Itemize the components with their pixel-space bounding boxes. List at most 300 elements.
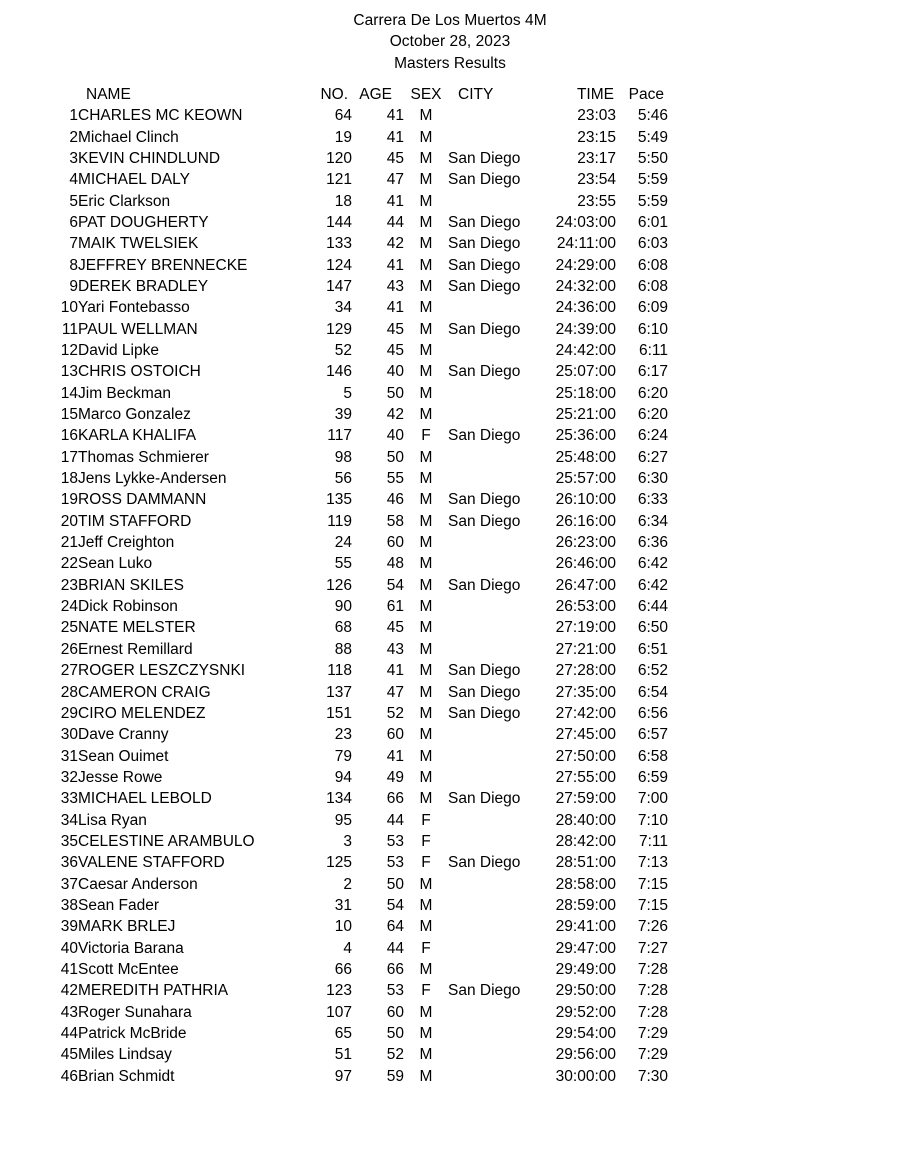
row-pace: 6:56 (637, 704, 668, 722)
row-pace: 6:20 (637, 406, 668, 424)
row-rank: 32 (60, 768, 78, 786)
row-time: 25:48:00 (555, 448, 616, 466)
table-row (48, 425, 668, 446)
row-bib-number: 107 (326, 1003, 352, 1021)
table-row (48, 596, 668, 617)
row-bib-number: 66 (334, 960, 352, 978)
row-city (448, 1002, 548, 1023)
table-row (48, 127, 668, 148)
row-age: 53 (386, 982, 404, 1000)
table-row (48, 639, 668, 660)
row-bib-number: 39 (334, 406, 352, 424)
row-bib-number: 4 (343, 939, 352, 957)
row-name: Jens Lykke-Andersen (78, 470, 227, 488)
row-bib-number: 97 (334, 1067, 352, 1085)
row-city (448, 383, 548, 404)
row-time: 25:18:00 (555, 384, 616, 402)
row-rank: 27 (60, 662, 78, 680)
table-row (48, 489, 668, 510)
row-pace: 5:59 (637, 192, 668, 210)
table-row (48, 1023, 668, 1044)
row-bib-number: 88 (334, 640, 352, 658)
row-rank: 7 (69, 235, 78, 253)
row-age: 45 (386, 619, 404, 637)
row-sex: F (421, 854, 431, 872)
document-header (0, 0, 900, 74)
row-rank: 40 (60, 939, 78, 957)
table-row (48, 297, 668, 318)
row-city: San Diego (448, 683, 521, 701)
row-time: 23:55 (577, 192, 616, 210)
row-city: San Diego (448, 576, 521, 594)
row-sex: M (419, 875, 433, 893)
row-pace: 5:46 (637, 107, 668, 125)
row-pace: 7:11 (638, 832, 668, 850)
row-time: 24:36:00 (555, 299, 616, 317)
row-sex: M (419, 534, 433, 552)
table-row (48, 682, 668, 703)
row-time: 30:00:00 (555, 1067, 616, 1085)
row-age: 53 (386, 832, 404, 850)
row-sex: M (419, 320, 433, 338)
column-header-sex: SEX (410, 85, 442, 103)
row-sex: M (419, 299, 433, 317)
row-city (448, 746, 548, 767)
row-name: ROGER LESZCZYSNKI (78, 662, 246, 680)
row-name: Roger Sunahara (78, 1003, 192, 1021)
row-pace: 6:42 (637, 555, 668, 573)
table-row (48, 1044, 668, 1065)
row-time: 25:57:00 (555, 470, 616, 488)
row-rank: 44 (60, 1025, 78, 1043)
table-row (48, 575, 668, 596)
row-rank: 36 (60, 854, 78, 872)
row-city (448, 895, 548, 916)
row-time: 24:29:00 (555, 256, 616, 274)
row-name: Lisa Ryan (78, 811, 147, 829)
row-age: 41 (386, 128, 404, 146)
column-header-no: NO. (320, 85, 348, 103)
row-sex: F (421, 982, 431, 1000)
row-age: 47 (386, 683, 404, 701)
row-age: 55 (386, 470, 404, 488)
row-time: 29:41:00 (555, 918, 616, 936)
row-time: 27:55:00 (555, 768, 616, 786)
table-row (48, 532, 668, 553)
row-rank: 43 (60, 1003, 78, 1021)
row-name: BRIAN SKILES (78, 576, 184, 594)
row-sex: M (419, 406, 433, 424)
row-sex: M (419, 470, 433, 488)
row-age: 52 (386, 1046, 404, 1064)
row-name: MARK BRLEJ (78, 918, 176, 936)
row-pace: 6:08 (637, 277, 668, 295)
column-header-age: AGE (359, 85, 392, 103)
row-sex: M (419, 726, 433, 744)
row-age: 45 (386, 149, 404, 167)
row-time: 29:47:00 (555, 939, 616, 957)
row-rank: 22 (60, 555, 78, 573)
row-time: 27:59:00 (555, 790, 616, 808)
row-rank: 9 (69, 277, 78, 295)
row-pace: 6:52 (637, 662, 668, 680)
row-time: 29:49:00 (555, 960, 616, 978)
row-age: 47 (386, 171, 404, 189)
table-row (48, 169, 668, 190)
row-city (448, 639, 548, 660)
row-rank: 20 (60, 512, 78, 530)
table-row (48, 212, 668, 233)
row-pace: 6:11 (638, 342, 668, 360)
row-city (448, 810, 548, 831)
table-row (48, 1002, 668, 1023)
row-pace: 7:00 (637, 790, 668, 808)
row-bib-number: 10 (334, 918, 352, 936)
row-bib-number: 5 (343, 384, 352, 402)
row-pace: 7:27 (637, 939, 668, 957)
row-name: KARLA KHALIFA (78, 427, 197, 445)
row-time: 27:50:00 (555, 747, 616, 765)
row-city (448, 553, 548, 574)
row-bib-number: 144 (326, 213, 352, 231)
row-rank: 34 (60, 811, 78, 829)
row-rank: 13 (60, 363, 78, 381)
row-time: 26:53:00 (555, 598, 616, 616)
row-name: Patrick McBride (78, 1025, 187, 1043)
table-row (48, 874, 668, 895)
row-pace: 6:01 (637, 213, 668, 231)
row-pace: 6:57 (637, 726, 668, 744)
row-age: 66 (386, 790, 404, 808)
column-header-pace: Pace (628, 85, 664, 103)
row-pace: 6:50 (637, 619, 668, 637)
row-pace: 7:30 (637, 1067, 668, 1085)
row-time: 26:16:00 (555, 512, 616, 530)
row-rank: 10 (60, 299, 78, 317)
row-time: 24:03:00 (555, 213, 616, 231)
row-sex: M (419, 512, 433, 530)
row-rank: 2 (69, 128, 78, 146)
row-city (448, 191, 548, 212)
row-pace: 6:30 (637, 470, 668, 488)
row-name: Scott McEntee (78, 960, 179, 978)
row-age: 41 (386, 256, 404, 274)
column-header-rank (48, 84, 78, 105)
row-sex: M (419, 960, 433, 978)
row-pace: 6:17 (637, 363, 668, 381)
row-age: 50 (386, 875, 404, 893)
row-rank: 28 (60, 683, 78, 701)
row-pace: 5:49 (637, 128, 668, 146)
row-sex: M (419, 598, 433, 616)
table-row (48, 404, 668, 425)
row-age: 60 (386, 534, 404, 552)
row-pace: 7:28 (637, 982, 668, 1000)
table-row (48, 255, 668, 276)
table-row (48, 468, 668, 489)
column-header-name: NAME (86, 85, 131, 103)
row-name: JEFFREY BRENNECKE (78, 256, 248, 274)
row-bib-number: 126 (326, 576, 352, 594)
row-bib-number: 133 (326, 235, 352, 253)
row-city (448, 596, 548, 617)
row-name: Jeff Creighton (78, 534, 175, 552)
table-row (48, 617, 668, 638)
row-sex: M (419, 1067, 433, 1085)
row-city: San Diego (448, 982, 521, 1000)
row-city (448, 1023, 548, 1044)
row-bib-number: 117 (327, 427, 352, 445)
row-bib-number: 23 (334, 726, 352, 744)
table-row (48, 852, 668, 873)
row-city (448, 959, 548, 980)
row-sex: M (419, 576, 433, 594)
column-header-city: CITY (458, 85, 494, 103)
row-rank: 46 (60, 1067, 78, 1085)
row-sex: M (419, 363, 433, 381)
row-name: TIM STAFFORD (78, 512, 192, 530)
row-pace: 6:24 (637, 427, 668, 445)
row-pace: 6:10 (637, 320, 668, 338)
row-age: 50 (386, 384, 404, 402)
row-pace: 6:33 (637, 491, 668, 509)
row-age: 40 (386, 427, 404, 445)
table-row (48, 233, 668, 254)
row-pace: 7:26 (637, 918, 668, 936)
row-sex: M (419, 790, 433, 808)
row-name: CELESTINE ARAMBULO (78, 832, 255, 850)
row-rank: 29 (60, 704, 78, 722)
row-bib-number: 134 (326, 790, 352, 808)
row-name: CIRO MELENDEZ (78, 704, 206, 722)
row-pace: 6:03 (637, 235, 668, 253)
row-bib-number: 64 (334, 107, 352, 125)
row-pace: 6:27 (637, 448, 668, 466)
row-rank: 23 (60, 576, 78, 594)
row-name: CHARLES MC KEOWN (78, 107, 243, 125)
row-time: 23:15 (577, 128, 616, 146)
row-bib-number: 125 (326, 854, 352, 872)
row-rank: 11 (61, 320, 78, 338)
row-time: 24:39:00 (555, 320, 616, 338)
row-city (448, 404, 548, 425)
row-name: PAUL WELLMAN (78, 320, 198, 338)
row-bib-number: 123 (326, 982, 352, 1000)
row-bib-number: 95 (334, 811, 352, 829)
row-rank: 37 (60, 875, 78, 893)
row-name: Sean Luko (78, 555, 153, 573)
row-sex: M (419, 1003, 433, 1021)
row-rank: 21 (60, 534, 78, 552)
table-row (48, 105, 668, 126)
row-sex: F (421, 939, 431, 957)
row-sex: F (421, 811, 431, 829)
row-city: San Diego (448, 790, 521, 808)
row-pace: 7:10 (637, 811, 668, 829)
row-sex: M (419, 640, 433, 658)
table-row (48, 276, 668, 297)
row-name: Jesse Rowe (78, 768, 163, 786)
row-city: San Diego (448, 235, 521, 253)
row-age: 44 (386, 213, 404, 231)
row-city: San Diego (448, 256, 521, 274)
row-name: Thomas Schmierer (78, 448, 209, 466)
row-city (448, 767, 548, 788)
row-city (448, 1044, 548, 1065)
results-table (48, 84, 668, 1087)
results-table-body (48, 105, 668, 1087)
row-pace: 5:50 (637, 149, 668, 167)
row-age: 40 (386, 363, 404, 381)
row-time: 24:32:00 (555, 277, 616, 295)
row-bib-number: 52 (334, 342, 352, 360)
row-time: 23:03 (577, 107, 616, 125)
row-city: San Diego (448, 512, 521, 530)
row-rank: 33 (60, 790, 78, 808)
row-sex: M (419, 256, 433, 274)
row-age: 41 (386, 662, 404, 680)
row-pace: 6:59 (637, 768, 668, 786)
row-age: 60 (386, 726, 404, 744)
row-rank: 12 (60, 342, 78, 360)
row-time: 25:07:00 (555, 363, 616, 381)
row-sex: M (419, 768, 433, 786)
row-name: Michael Clinch (78, 128, 179, 146)
row-time: 28:58:00 (555, 875, 616, 893)
row-city (448, 938, 548, 959)
row-bib-number: 79 (334, 747, 352, 765)
row-bib-number: 118 (327, 662, 352, 680)
row-time: 27:45:00 (555, 726, 616, 744)
row-age: 49 (386, 768, 404, 786)
table-row (48, 788, 668, 809)
row-age: 60 (386, 1003, 404, 1021)
row-rank: 45 (60, 1046, 78, 1064)
row-pace: 7:28 (637, 1003, 668, 1021)
row-bib-number: 18 (334, 192, 352, 210)
row-pace: 6:58 (637, 747, 668, 765)
results-table-header (48, 84, 668, 105)
row-city: San Diego (448, 363, 521, 381)
row-age: 44 (386, 939, 404, 957)
row-bib-number: 90 (334, 598, 352, 616)
table-row (48, 810, 668, 831)
row-age: 53 (386, 854, 404, 872)
row-bib-number: 68 (334, 619, 352, 637)
row-city (448, 532, 548, 553)
row-time: 25:21:00 (555, 406, 616, 424)
row-city: San Diego (448, 854, 521, 872)
row-sex: M (419, 235, 433, 253)
row-pace: 6:36 (637, 534, 668, 552)
row-rank: 31 (60, 747, 78, 765)
row-age: 61 (386, 598, 404, 616)
row-pace: 7:29 (637, 1025, 668, 1043)
row-time: 23:17 (577, 149, 616, 167)
row-city: San Diego (448, 491, 521, 509)
row-time: 26:23:00 (555, 534, 616, 552)
row-rank: 14 (60, 384, 78, 402)
table-row (48, 383, 668, 404)
row-city (448, 297, 548, 318)
table-row (48, 511, 668, 532)
table-row (48, 916, 668, 937)
row-pace: 7:13 (637, 854, 668, 872)
row-age: 41 (386, 107, 404, 125)
row-bib-number: 19 (334, 128, 352, 146)
row-city: San Diego (448, 320, 521, 338)
row-pace: 7:28 (637, 960, 668, 978)
row-rank: 3 (69, 149, 78, 167)
row-name: Sean Ouimet (78, 747, 169, 765)
row-time: 27:28:00 (555, 662, 616, 680)
row-city (448, 1066, 548, 1087)
row-sex: M (419, 149, 433, 167)
row-time: 23:54 (577, 171, 616, 189)
row-bib-number: 98 (334, 448, 352, 466)
table-row (48, 895, 668, 916)
table-row (48, 938, 668, 959)
row-name: KEVIN CHINDLUND (78, 149, 221, 167)
row-name: Dave Cranny (78, 726, 169, 744)
row-time: 28:42:00 (555, 832, 616, 850)
row-time: 26:10:00 (555, 491, 616, 509)
table-header-row (48, 84, 668, 105)
row-bib-number: 135 (326, 491, 352, 509)
row-time: 25:36:00 (555, 427, 616, 445)
row-rank: 42 (60, 982, 78, 1000)
row-rank: 19 (60, 491, 78, 509)
row-city (448, 831, 548, 852)
row-age: 66 (386, 960, 404, 978)
row-rank: 4 (69, 171, 78, 189)
table-row (48, 553, 668, 574)
row-bib-number: 129 (326, 320, 352, 338)
row-rank: 26 (60, 640, 78, 658)
row-city (448, 874, 548, 895)
row-name: Eric Clarkson (78, 192, 171, 210)
row-age: 41 (386, 299, 404, 317)
row-time: 27:19:00 (555, 619, 616, 637)
row-time: 24:42:00 (555, 342, 616, 360)
row-bib-number: 34 (334, 299, 352, 317)
row-age: 43 (386, 277, 404, 295)
row-age: 52 (386, 704, 404, 722)
event-title: Carrera De Los Muertos 4M (353, 12, 547, 29)
results-type: Masters Results (394, 54, 506, 72)
table-row (48, 703, 668, 724)
row-age: 50 (386, 1025, 404, 1043)
row-sex: M (419, 896, 433, 914)
column-header-time: TIME (576, 85, 614, 103)
row-sex: M (419, 704, 433, 722)
row-name: Dick Robinson (78, 598, 178, 616)
row-sex: M (419, 1025, 433, 1043)
row-city (448, 916, 548, 937)
row-time: 29:50:00 (555, 982, 616, 1000)
row-pace: 7:29 (637, 1046, 668, 1064)
row-age: 54 (386, 896, 404, 914)
row-age: 64 (386, 918, 404, 936)
row-sex: M (419, 171, 433, 189)
row-city (448, 127, 548, 148)
row-name: NATE MELSTER (78, 619, 196, 637)
table-row (48, 1066, 668, 1087)
row-rank: 1 (69, 107, 78, 125)
row-rank: 30 (60, 726, 78, 744)
row-age: 44 (386, 811, 404, 829)
row-rank: 18 (60, 470, 78, 488)
